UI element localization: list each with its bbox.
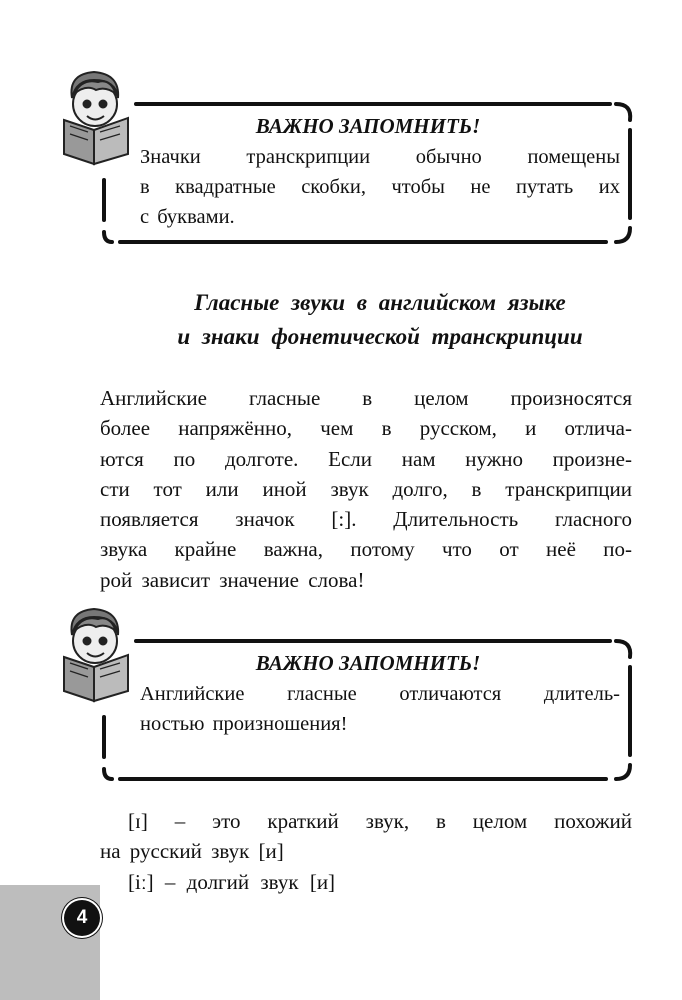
section-heading: Гласные звуки в английском языке и знаки фонетической транскрипции bbox=[177, 290, 583, 349]
note-box-1 bbox=[100, 100, 636, 248]
box-title: ВАЖНО ЗАПОМНИТЬ! bbox=[255, 651, 481, 675]
box-text: Английские гласные отличаются длитель- ностью произношения! bbox=[140, 683, 620, 735]
note-box-2 bbox=[100, 637, 636, 785]
page-number: 4 bbox=[64, 900, 100, 936]
box-title: ВАЖНО ЗАПОМНИТЬ! bbox=[255, 114, 481, 138]
body-paragraph: Английские гласные в целом произносятся более напряжённо, чем в русском, и отлича- ются по долготе. Если нам нужно произне- сти тот или иной звук долго, в транскрипции появляется значок [:]. Длительность гласного звука крайне важна, потому что от неё по- рой зависит значение слова! bbox=[100, 386, 632, 592]
box-text: Значки транскрипции обычно помещены в квадратные скобки, чтобы не путать их с буквами. bbox=[140, 146, 620, 228]
sound-descriptions: [ɪ] – это краткий звук, в целом похожий на русский звук [и] [iː] – долгий звук [и] bbox=[100, 809, 632, 894]
